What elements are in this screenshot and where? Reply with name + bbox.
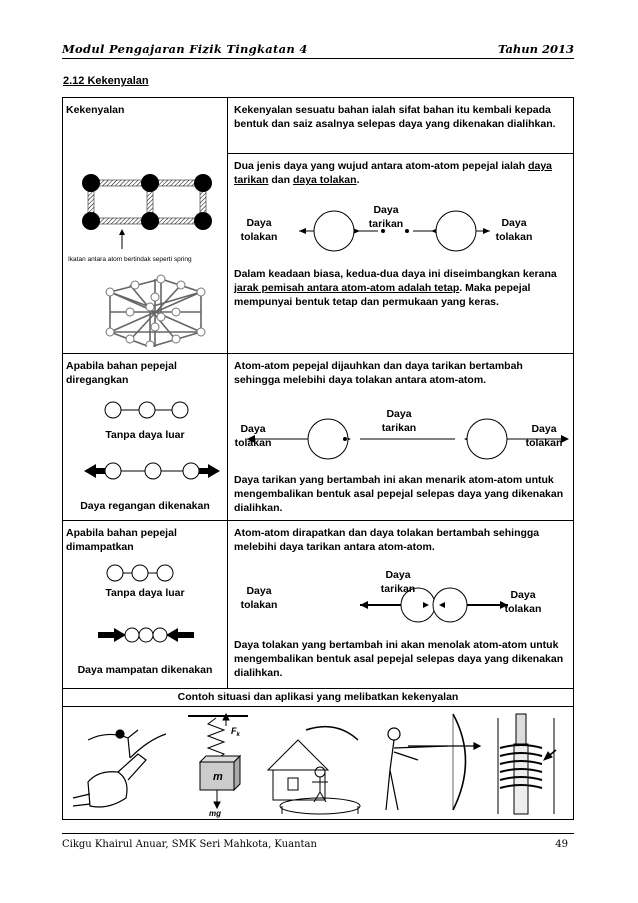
row2-no-force-label: Tanpa daya luar	[105, 429, 185, 441]
force-label: $F_k$	[231, 726, 240, 738]
section-title: 2.12 Kekenyalan	[63, 75, 149, 87]
compress-arrow-left	[98, 628, 126, 642]
atom-right	[436, 211, 476, 251]
header-year: Tahun 2013	[497, 42, 574, 56]
row3-applied-label: Daya mampatan dikenakan	[77, 664, 213, 676]
page-number: 49	[555, 839, 568, 850]
footer-author: Cikgu Khairul Anuar, SMK Seri Mahkota, Kuantan	[62, 839, 317, 850]
row2-result: Daya tarikan yang bertambah ini akan menarik atom-atom untuk mengembalikan bentuk asal pepejal selepas daya yang dikenakan dialihkan.	[234, 474, 564, 514]
chain-no-force-stretch	[102, 399, 192, 421]
atom-left	[314, 211, 354, 251]
stretch-arrow-left	[84, 464, 106, 478]
archery-illustration	[386, 714, 480, 810]
chain-stretched	[82, 459, 222, 483]
row3-no-force-label: Tanpa daya luar	[105, 587, 185, 599]
header-rule	[62, 58, 574, 59]
footer-rule	[62, 833, 574, 834]
label-daya-tarikan-2: Daya tarikan	[381, 408, 417, 434]
label-daya-tolakan-left-1: Daya tolakan	[240, 217, 278, 243]
compress-arrow-right	[166, 628, 194, 642]
spring-mass-illustration	[188, 714, 248, 808]
row3-result: Daya tolakan yang bertambah ini akan menolak atom-atom untuk mengembalikan bentuk asal pepejal selepas daya yang dikenakan dialihkan.	[234, 639, 564, 679]
shock-absorber-illustration	[498, 714, 556, 814]
label-daya-tarikan-1: Daya tarikan	[368, 204, 404, 230]
label-daya-tolakan-left-2: Daya tolakan	[234, 423, 272, 449]
repulsion-arrow-left	[299, 228, 306, 234]
atom-right	[467, 419, 507, 459]
header-title: Modul Pengajaran Fizik Tingkatan 4	[62, 42, 308, 56]
label-daya-tarikan-3: Daya tarikan	[380, 569, 416, 595]
examples-illustrations	[68, 710, 568, 818]
mass-label: m	[213, 771, 223, 783]
chain-no-force-compress	[105, 563, 175, 583]
row1-label: Kekenyalan	[66, 104, 125, 116]
lattice-diagram	[66, 167, 224, 347]
label-daya-tolakan-right-3: Daya tolakan	[504, 589, 542, 615]
spring-lattice	[82, 174, 212, 249]
repulsion-arrow-left	[360, 601, 368, 609]
row2-label: Apabila bahan pepejal diregangkan	[66, 360, 177, 386]
label-daya-tolakan-right-2: Daya tolakan	[525, 423, 563, 449]
weight-label: mg	[209, 809, 221, 818]
label-daya-tolakan-right-1: Daya tolakan	[495, 217, 533, 243]
row1-definition: Kekenyalan sesuatu bahan ialah sifat bahan itu kembali kepada bentuk dan saiz asalnya selepas daya yang dikenakan dialihkan.	[234, 104, 556, 130]
chain-compressed	[96, 623, 196, 647]
spring-caption: Ikatan antara atom bertindak seperti spring	[68, 256, 192, 263]
examples-heading: Contoh situasi dan aplikasi yang melibatkan kekenyalan	[177, 691, 459, 703]
elasticity-table	[62, 97, 574, 820]
atom-right	[433, 588, 467, 622]
slingshot-illustration	[73, 730, 166, 807]
atom-left	[308, 419, 348, 459]
row3-label: Apabila bahan pepejal dimampatkan	[66, 527, 177, 553]
row1-forces-intro: Dua jenis daya yang wujud antara atom-atom pepejal ialah daya tarikan dan daya tolakan.	[234, 160, 553, 186]
row2-desc: Atom-atom pepejal dijauhkan dan daya tarikan bertambah sehingga melebihi daya tolakan antara atom-atom.	[234, 360, 523, 386]
stretch-arrow-right	[198, 464, 220, 478]
row1-balance-text: Dalam keadaan biasa, kedua-dua daya ini diseimbangkan kerana jarak pemisah antara atom-atom adalah tetap. Maka pepejal mempunyai bentuk tetap dan permukaan yang keras.	[234, 268, 557, 308]
row3-desc: Atom-atom dirapatkan dan daya tolakan bertambah sehingga melebihi daya tarikan antara atom-atom.	[234, 527, 540, 553]
crystal-lattice	[110, 279, 201, 347]
trampoline-illustration	[268, 727, 360, 814]
row2-applied-label: Daya regangan dikenakan	[80, 500, 210, 512]
label-daya-tolakan-left-3: Daya tolakan	[240, 585, 278, 611]
